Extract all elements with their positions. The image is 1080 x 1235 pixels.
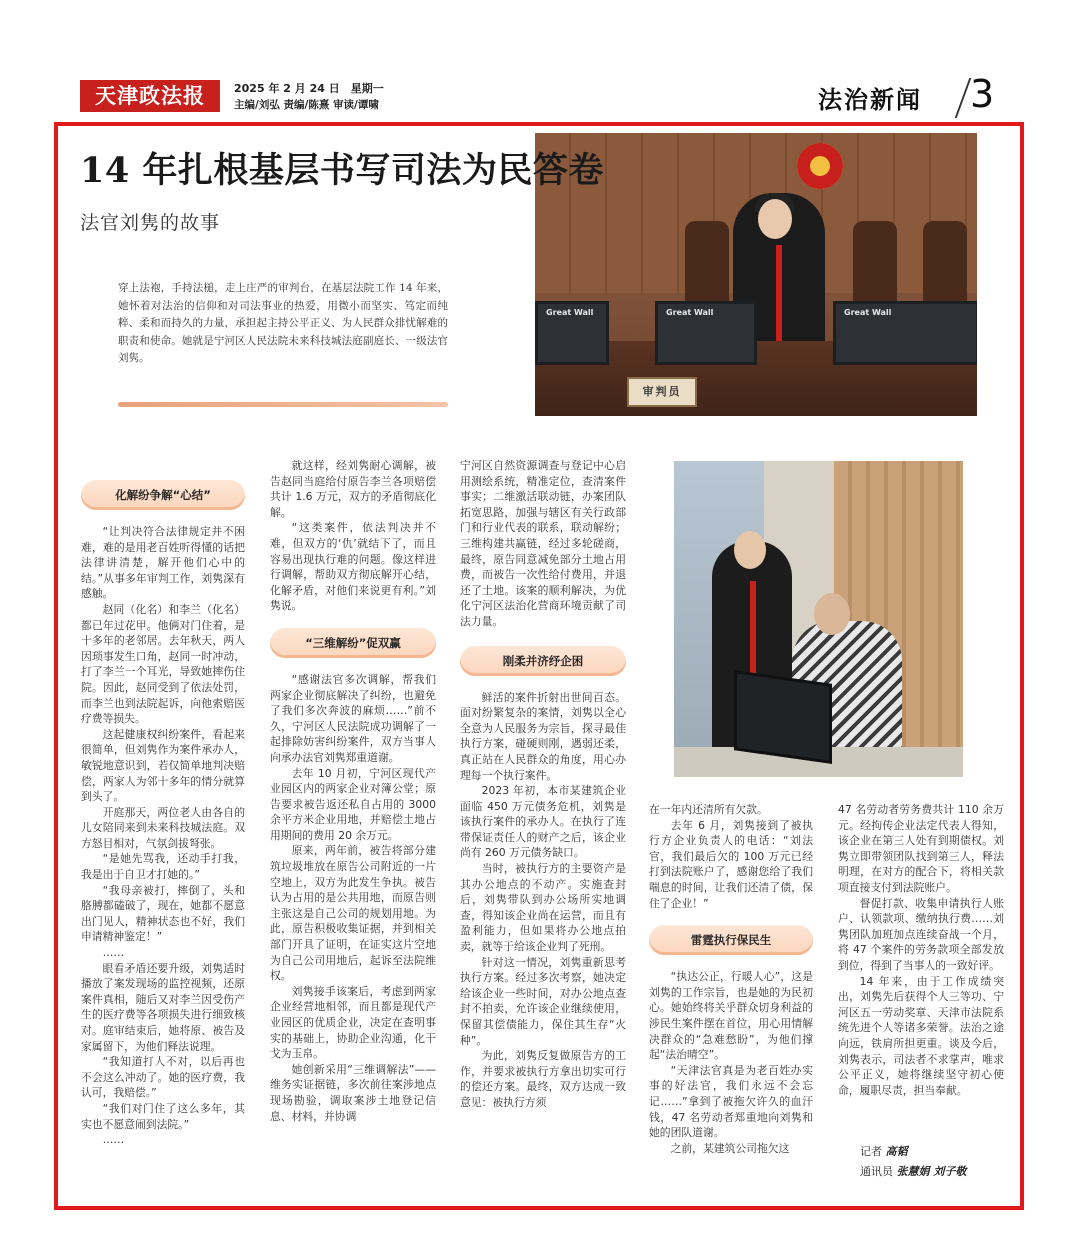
newspaper-logo: 天津政法报	[80, 80, 220, 112]
correspondent-label: 通讯员	[860, 1165, 893, 1178]
masthead	[80, 72, 1000, 118]
monitor-center: Great Wall	[655, 301, 757, 365]
paragraph: 之前，某建筑公司拖欠这	[670, 1141, 790, 1155]
correspondent-names: 张慧娟 刘子敬	[896, 1165, 967, 1178]
paragraph: “我们对门住了这么多年，其实也不愿意闹到法院。”	[81, 1101, 245, 1131]
reporter-name: 高韬	[885, 1145, 908, 1158]
paragraph: “执达公正，行暖人心”，这是刘隽的工作宗旨，也是她的为民初心。她始终将关乎群众切身利益的涉民生案件摆在首位，用心用情解决群众的“急难愁盼”，为他们撑起“法治晴空”。	[649, 970, 813, 1062]
ellipsis: ……	[102, 946, 125, 960]
paragraph: “让判决符合法律规定并不困难，难的是用老百姓听得懂的话把法律讲清楚，解开他们心中的结。”从事多年审判工作，刘隽深有感触。	[81, 525, 245, 601]
ellipsis: ……	[102, 1133, 125, 1147]
paragraph: “这类案件，依法判决并不难，但双方的‘仇’就结下了，而且容易出现执行难的问题。像这样进行调解，帮助双方彻底解开心结，化解矛盾，对他们来说更有利。”刘隽说。	[270, 521, 436, 613]
paragraph: 去年 6 月，刘隽接到了被执行方企业负责人的电话：“刘法官，我们最后欠的 100 万元已经打到法院账户了，感谢您给了我们喘息的时间，让我们还清了债，保住了企业！”	[649, 818, 813, 910]
editor-credits: 主编/刘弘 责编/陈熹 审读/谭啸	[234, 99, 379, 111]
paragraph: 在一年内还清所有欠款。	[649, 803, 768, 816]
paragraph: 她创新采用“三维调解法”——维务实证据链，多次前往案涉地点现场勘验，调取案涉土地登记信息、材料，并协调	[270, 1062, 436, 1123]
paragraph: 原来，两年前，被告将部分建筑垃圾堆放在原告公司附近的一片空地上，双方为此发生争执。被告认为占用的是公共用地，而原告则主张这是自己公司的规划用地。为此，原告积极收集证据，并到相关部门开具了证明，在证实这片空地为自己公司用地后，起诉至法院维权。	[270, 844, 436, 983]
paragraph: “我知道打人不对，以后再也不会这么冲动了。她的医疗费，我认可，我赔偿。”	[81, 1055, 245, 1100]
section-heading-4: 雷霆执行保民生	[649, 925, 813, 955]
paragraph: 这起健康权纠纷案件，看起来很简单，但刘隽作为案件承办人，敏锐地意识到，若仅简单地判决赔偿，两家人为邻十多年的情分就算到头了。	[81, 727, 245, 804]
paragraph: “天津法官真是为老百姓办实事的好法官，我们永远不会忘记……”拿到了被拖欠许久的血汗钱，47 名劳动者郑重地向刘隽和她的团队道谢。	[649, 1063, 813, 1140]
paragraph: 2023 年初，本市某建筑企业面临 450 万元债务危机，刘隽是该执行案件的承办人。在执行了连带保证责任人的财产之后，该企业尚有 260 万元债务缺口。	[460, 784, 626, 860]
paragraph: “是她先骂我，还动手打我，我是出于自卫才打她的。”	[81, 852, 245, 882]
paragraph: 赵同（化名）和李兰（化名）都已年过花甲。他俩对门住着，是十多年的老邻居。去年秋天，两人因琐事发生口角，赵同一时冲动，打了李兰一个耳光，导致她摔伤住院。因此，赵同受到了依法处罚，而李兰也到法院起诉，向他索赔医疗费等损失。	[81, 602, 245, 726]
text-column-5	[838, 802, 1004, 1098]
judge-nameplate: 审判员	[627, 377, 697, 407]
paragraph: 当时，被执行方的主要资产是其办公地点的不动产。实施查封后，刘隽带队到办公场所实地调查，得知该企业尚在运营，而且有盈利能力，但如果将办公地点拍卖，就等于给该企业判了死刑。	[460, 862, 626, 954]
judge-face	[758, 199, 792, 239]
robe-stripe	[776, 245, 782, 355]
monitor	[734, 670, 832, 764]
section-divider	[955, 78, 972, 118]
byline	[860, 1142, 966, 1182]
judge-face	[734, 531, 766, 569]
text-column-4	[649, 802, 813, 1156]
section-title: 法治新闻	[818, 85, 922, 114]
paragraph: 宁河区自然资源调查与登记中心启用测绘系统，精准定位，查清案件事实；二维激活联动链，办案团队拓宽思路，加强与辖区有关行政部门和行业代表的联系，联动解纷；三维构建共赢链，经过多轮磋商，最终，原告同意减免部分土地占用费，而被告一次性给付费用，并退还了土地。该案的顺利解决，为优化宁河区法治化营商环境贡献了司法力量。	[460, 459, 626, 628]
paragraph: 47 名劳动者劳务费共计 110 余万元。经拘传企业法定代表人得知，该企业在第三人处有到期债权。刘隽立即带领团队找到第三人，释法明理，在对方的配合下，将相关款项直接支付到法院账户。	[838, 803, 1004, 894]
paragraph: 刘隽接手该案后，考虑到两家企业经营地相邻，而且都是现代产业园区的优质企业，决定在查明事实的基础上，协助企业沟通，化干戈为玉帛。	[270, 984, 436, 1061]
intro-divider	[118, 402, 448, 407]
article-subheadline: 法官刘隽的故事	[80, 212, 221, 234]
text-column-3	[460, 458, 626, 1111]
robe-stripe	[750, 581, 756, 677]
paragraph: 去年 10 月初，宁河区现代产业园区内的两家企业对簿公堂；原告要求被告返还私自占用的 3000 余平方米企业用地，并赔偿土地占用期间的费用 20 余万元。	[270, 766, 436, 842]
paragraph: 开庭那天，两位老人由各自的儿女陪同来到未来科技城法庭。双方怒目相对，气氛剑拔弩张。	[81, 805, 245, 850]
article-headline: 14 年扎根基层书写司法为民答卷	[80, 150, 604, 191]
section-heading-1: 化解纷争解“心结”	[81, 480, 245, 510]
article-intro: 穿上法袍，手持法槌，走上庄严的审判台，在基层法院工作 14 年来，她怀着对法治的信仰和对司法事业的热爱，用微小而坚实、笃定而纯粹、柔和而持久的力量，承担起主持公平正义、为人民群众排忧解难的职责和使命。她就是宁河区人民法院未来科技城法庭副庭长、一级法官刘隽。	[118, 282, 448, 364]
paragraph: 14 年来，由于工作成绩突出，刘隽先后获得个人三等功、宁河区五一劳动奖章、天津市法院系统先进个人等诸多荣誉。法治之途向远，铁肩所担更重。谈及今后，刘隽表示，司法者不求掌声，唯求公平正义，她将继续坚守初心使命，履职尽责，担当奉献。	[838, 974, 1004, 1097]
paragraph: 眼看矛盾还要升级，刘隽适时播放了案发现场的监控视频，还原案件真相，随后又对李兰因受伤产生的医疗费等各项损失进行细致核对。庭审结束后，她将原、被告及家属留下，为他们释法说理。	[81, 961, 245, 1053]
monitor-left: Great Wall	[535, 301, 609, 365]
page-number: 3	[970, 72, 995, 116]
paragraph: 就这样，经刘隽耐心调解，被告赵同当庭给付原告李兰各项赔偿共计 1.6 万元，双方的矛盾彻底化解。	[270, 459, 436, 519]
judge-with-petitioner-photo	[674, 461, 963, 777]
petitioner-face	[814, 593, 850, 635]
monitor-right: Great Wall	[833, 301, 977, 365]
paragraph: “我母亲被打，摔倒了，头和胳膊都磕破了，现在，她都不愿意出门见人，精神状态也不好，我们申请精神鉴定！”	[81, 883, 245, 944]
issue-date: 2025 年 2 月 24 日 星期一	[234, 82, 384, 95]
paragraph: “感谢法官多次调解，帮我们两家企业彻底解决了纠纷，也避免了我们多次奔波的麻烦……”前不久，宁河区人民法院成功调解了一起排除妨害纠纷案件，双方当事人向承办法官刘隽郑重道谢。	[270, 672, 436, 764]
section-heading-3: 刚柔并济纾企困	[460, 646, 626, 676]
reporter-label: 记者	[860, 1145, 882, 1158]
paragraph: 督促打款、收集申请执行人账户、认领款项、缴纳执行费……刘隽团队加班加点连续奋战一个月，将 47 个案件的劳务款项全部发放到位，得到了当事人的一致好评。	[838, 896, 1004, 972]
text-column-2	[270, 458, 436, 1124]
text-column-1	[81, 476, 245, 1148]
paragraph: 鲜活的案件折射出世间百态。面对纷繁复杂的案情，刘隽以全心全意为人民服务为宗旨，探寻最佳执行方案，碰硬则刚，遇弱还柔，真正站在人民群众的角度，用心办理每一个执行案件。	[460, 690, 626, 782]
section-heading-2: “三维解纷”促双赢	[270, 628, 436, 658]
paragraph: 针对这一情况，刘隽重新思考执行方案。经过多次考察，她决定给该企业一些时间，对办公地点查封不拍卖，允许该企业继续使用，保留其偿债能力，保住其生存“火种”。	[460, 955, 626, 1047]
national-emblem-icon	[797, 143, 843, 189]
paragraph: 为此，刘隽反复做原告方的工作，并要求被执行方拿出切实可行的偿还方案。最终，双方达成一致意见：被执行方须	[460, 1049, 626, 1109]
